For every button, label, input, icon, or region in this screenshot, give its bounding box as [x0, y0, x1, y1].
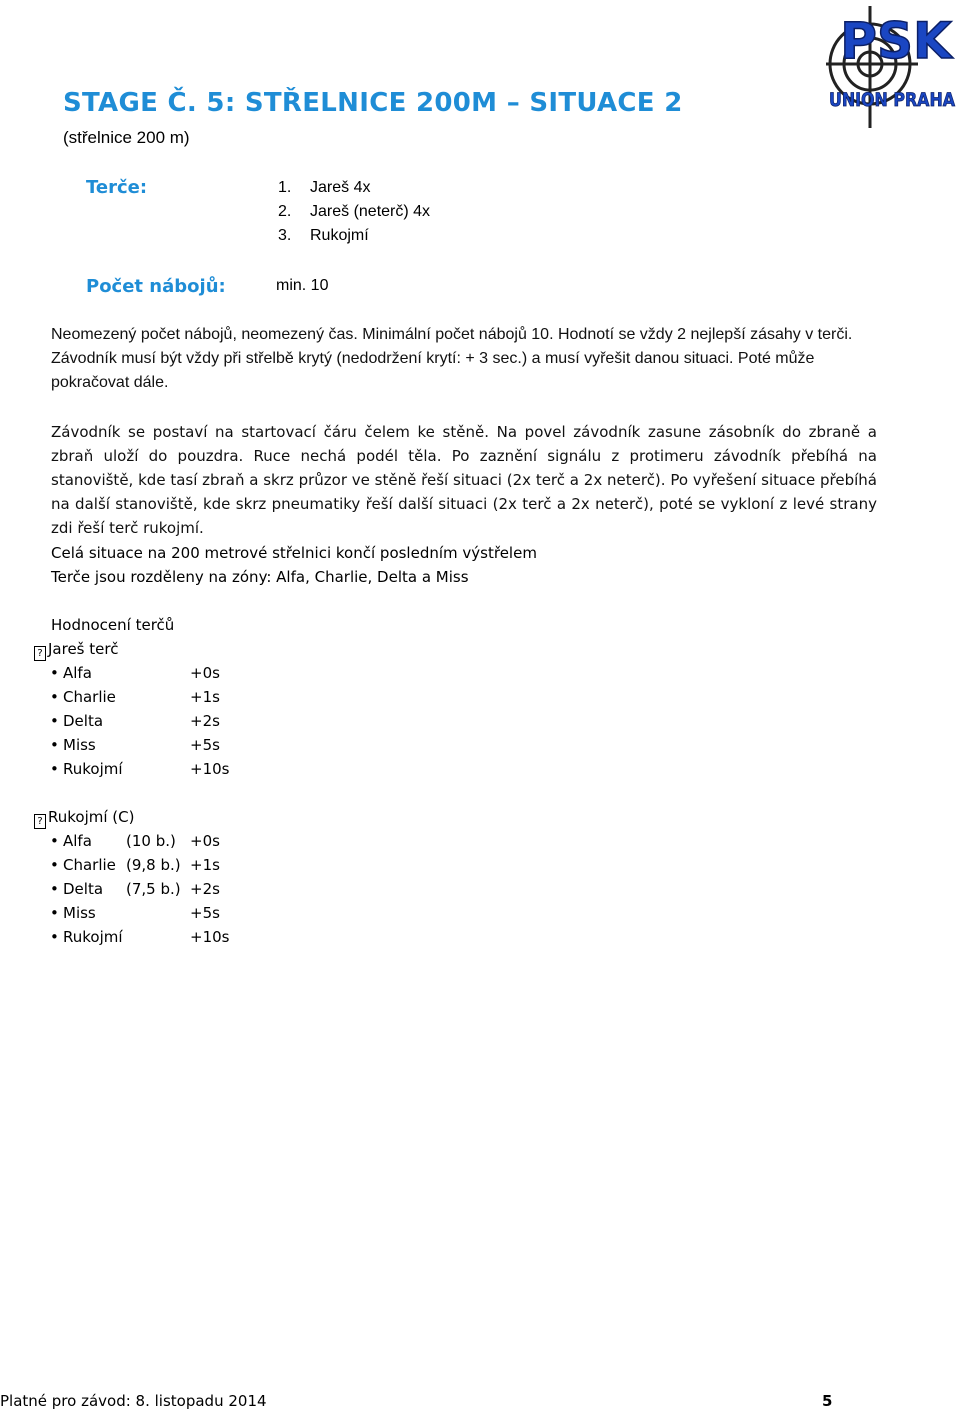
page-title: STAGE Č. 5: STŘELNICE 200M – SITUACE 2: [63, 88, 683, 118]
scoring-title: Hodnocení terčů: [51, 616, 175, 634]
intro-paragraph: Neomezený počet nábojů, neomezený čas. Minimální počet nábojů 10. Hodnotí se vždy 2 nejlepší zásahy v terči. Závodník musí být vždy při střelbě krytý (nedodržení krytí: + 3 sec.) a musí vyřešit danou situaci. Poté může pokračovat dále.: [51, 326, 853, 391]
hostage-heading: ? Rukojmí (C): [34, 805, 134, 829]
list-item: 3. Rukojmí: [278, 227, 369, 244]
page-subtitle: (střelnice 200 m): [63, 128, 190, 147]
footer-validity: Platné pro závod: 8. listopadu 2014: [0, 1392, 267, 1410]
jares-heading: ? Jareš terč: [34, 637, 118, 661]
targets-list: [278, 176, 430, 248]
list-item: 2. Jareš (neterč) 4x: [278, 203, 431, 220]
list-item: 1. Jareš 4x: [278, 179, 371, 196]
zones-line: Terče jsou rozděleny na zóny: Alfa, Charlie, Delta a Miss: [51, 568, 469, 586]
ammo-value: min. 10: [276, 277, 329, 294]
checkbox-icon: ?: [34, 646, 46, 661]
logo-union-praha: UNION PRAHA: [829, 89, 956, 111]
description-paragraph: Závodník se postaví na startovací čáru čelem ke stěně. Na povel závodník zasune zásobník do zbraně a zbraň uloží do pouzdra. Ruce nechá podél těla. Po zaznění signálu z protimeru závodník přebíhá na stanoviště, kde tasí zbraň a skrz průzor ve stěně řeší situaci (2x terč a 2x neterč). Po vyřešení situace přebíhá na další stanoviště, kde skrz pneumatiky řeší další situaci (2x terč a 2x neterč), poté se vykloní z levé strany zdi řeší terč rukojmí.: [51, 423, 877, 537]
targets-label: Terče:: [86, 177, 148, 198]
checkbox-icon: ?: [34, 814, 46, 829]
logo-psk: PSK: [840, 12, 952, 70]
ammo-label: Počet nábojů:: [86, 276, 226, 297]
end-line: Celá situace na 200 metrové střelnici končí posledním výstřelem: [51, 544, 537, 562]
psk-union-praha-logo: [826, 4, 958, 130]
page-number: 5: [822, 1392, 833, 1410]
